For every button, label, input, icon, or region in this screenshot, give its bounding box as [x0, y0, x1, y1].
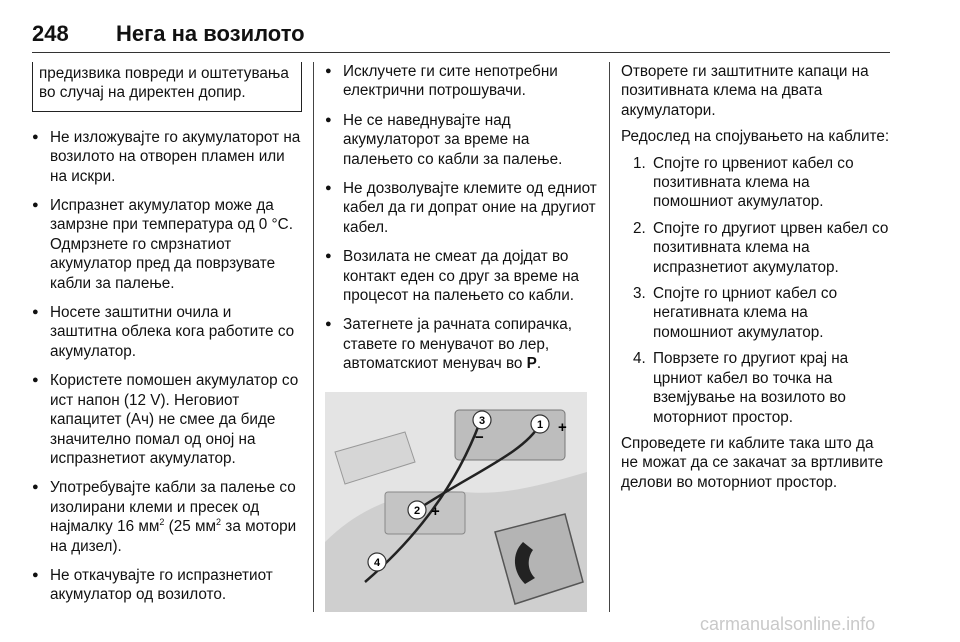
list-item-text: Затегнете ја рачната сопирачка, ставете го менувачот во лер, автоматскиот менувач во	[343, 316, 572, 373]
engine-bay-illustration	[325, 392, 587, 612]
list-item-text: Употребувајте кабли за палење со изолирани клеми и пресек од најмалку 16 мм	[50, 479, 296, 536]
minus-sign: −	[475, 428, 484, 446]
column-2	[325, 62, 597, 612]
list-item: ● Возилата не смеат да дојдат во контакт еден со друг за време на процесот на палењето со кабли.	[325, 247, 597, 305]
step-number: 1.	[633, 154, 646, 172]
list-item	[621, 284, 891, 342]
step-number: 3.	[633, 285, 646, 303]
chapter-title: Нега на возилото	[116, 21, 305, 46]
connection-steps-list	[621, 154, 891, 427]
superscript: 2	[159, 517, 165, 528]
plus-sign-1: +	[558, 418, 567, 436]
list-item: ● Не се наведнувајте над акумулаторот за време на палењето со кабли за палење.	[325, 111, 597, 169]
warning-box	[32, 62, 302, 112]
list-item-text: .	[536, 355, 542, 373]
list-item	[621, 154, 891, 212]
callout-4-label: 4	[373, 556, 381, 569]
plus-sign-2: +	[431, 502, 440, 520]
column-1	[32, 62, 302, 615]
column-3	[621, 62, 891, 499]
callout-3-label: 3	[478, 414, 486, 427]
page-number: 248	[32, 21, 69, 46]
jump-start-figure	[325, 392, 587, 612]
column-divider-2	[609, 62, 610, 612]
paragraph: Редослед на спојувањето на каблите:	[621, 128, 890, 146]
page-header	[32, 18, 890, 53]
list-item: ● Не изложувајте го акумулаторот на возилото на отворен пламен или на искри.	[32, 128, 302, 186]
list-item	[32, 478, 302, 556]
bullet-list-1	[32, 128, 302, 605]
list-item: ● Исклучете ги сите непотребни електрични потрошувачи.	[325, 62, 597, 101]
step-number: 4.	[633, 350, 646, 368]
list-item	[621, 349, 891, 427]
callout-2-label: 2	[413, 504, 421, 517]
step-text: Спојте го другиот црвен кабел со позитивната клема на испразнетиот акумулатор.	[653, 219, 889, 276]
list-item	[621, 219, 891, 277]
step-text: Спојте го црниот кабел со негативната клема на помошниот акумулатор.	[653, 285, 838, 341]
paragraph: Спроведете ги каблите така што да не можат да се закачат за вртливите делови во моторниот простор.	[621, 434, 884, 491]
list-item-text: за мотори на дизел).	[50, 518, 297, 555]
superscript: 2	[216, 517, 222, 528]
step-number: 2.	[633, 219, 646, 237]
step-text: Поврзете го другиот крај на црниот кабел во точка на вземјување на возилото во моторниот простор.	[653, 350, 849, 426]
paragraph: Отворете ги заштитните капаци на позитивната клема на двата акумулатори.	[621, 63, 869, 119]
list-item: ● Носете заштитни очила и заштитна облека кога работите со акумулатор.	[32, 303, 302, 361]
watermark: carmanualsonline.info	[700, 614, 876, 634]
warning-text: предизвика повреди и оштетувања во случај на директен допир.	[39, 65, 289, 102]
gear-position-p: P	[526, 355, 537, 373]
step-text: Спојте го црвениот кабел со позитивната клема на помошниот акумулатор.	[653, 154, 854, 211]
bullet-list-2	[325, 62, 597, 374]
list-item-text: (25 мм	[164, 518, 217, 536]
column-divider-1	[313, 62, 314, 612]
callout-1-label: 1	[536, 418, 544, 431]
list-item: ● Не откачувајте го испразнетиот акумулатор од возилото.	[32, 566, 302, 605]
list-item: ● Користете помошен акумулатор со ист напон (12 V). Неговиот капацитет (Ач) не смее да биде значително помал од оној на испразнетиот акумулатор.	[32, 371, 302, 468]
list-item: ● Не дозволувајте клемите од едниот кабел да ги допрат оние на другиот кабел.	[325, 179, 597, 237]
list-item: ● Испразнет акумулатор може да замрзне при температура од 0 °C. Одмрзнете го смрзнатиот акумулатор пред да поврзувате кабли за палење.	[32, 196, 302, 293]
list-item	[325, 315, 597, 373]
